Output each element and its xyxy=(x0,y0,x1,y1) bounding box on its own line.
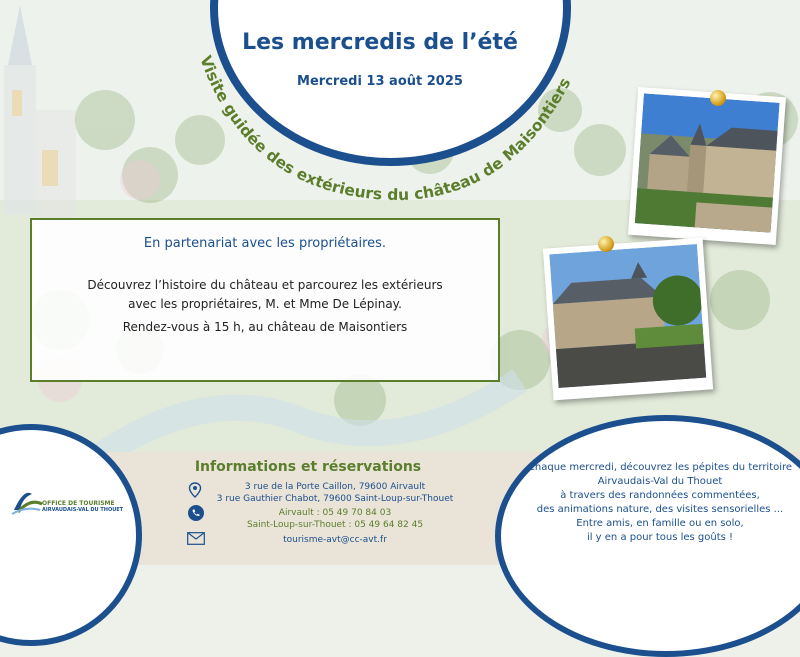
description-line-2: avec les propriétaires, M. et Mme De Lépinay. xyxy=(128,297,402,311)
meeting-text: Rendez-vous à 15 h, au château de Maisontiers xyxy=(122,320,408,334)
description-box xyxy=(30,218,500,382)
info-title: Informations et réservations xyxy=(194,459,422,475)
pin-icon xyxy=(710,90,726,106)
event-date: Mercredi 13 août 2025 xyxy=(297,74,463,89)
address-2: 3 rue Gauthier Chabot, 79600 Saint-Loup-sur-Thouet xyxy=(216,494,454,504)
castle-photo-2 xyxy=(543,238,713,401)
castle-photo-1 xyxy=(628,87,786,245)
logo-text xyxy=(42,500,123,513)
promo-text xyxy=(520,461,800,545)
logo-line-1: OFFICE DE TOURISME xyxy=(42,500,115,507)
promo-line-2: Airvaudais-Val du Thouet xyxy=(597,476,723,487)
location-pin-icon xyxy=(188,482,202,498)
svg-text:Visite guidée des extérieurs d xyxy=(196,53,574,204)
partner-text: En partenariat avec les propriétaires. xyxy=(143,236,387,251)
description-text xyxy=(72,276,458,314)
phone-saint-loup: Saint-Loup-sur-Thouet : 05 49 64 82 45 xyxy=(246,520,424,530)
address-1: 3 rue de la Porte Caillon, 79600 Airvault xyxy=(244,482,426,492)
page-title: Les mercredis de l’été xyxy=(242,30,518,55)
tourism-office-logo xyxy=(10,484,44,518)
description-line-1: Découvrez l’histoire du château et parcourez les extérieurs xyxy=(87,278,443,292)
promo-line-1: Chaque mercredi, découvrez les pépites du territoire xyxy=(527,462,793,473)
phone-icon xyxy=(188,505,204,521)
castle-photo-1-image xyxy=(635,93,780,232)
logo-line-2: AIRVAUDAIS-VAL DU THOUET xyxy=(42,507,124,513)
promo-line-6: il y en a pour tous les goûts ! xyxy=(586,532,734,543)
pin-icon xyxy=(598,236,614,252)
phone-airvault: Airvault : 05 49 70 84 03 xyxy=(278,508,392,518)
envelope-icon xyxy=(187,532,205,545)
promo-line-4: des animations nature, des visites sensorielles ... xyxy=(536,504,784,515)
castle-photo-2-image xyxy=(549,244,706,388)
promo-line-3: à travers des randonnées commentées, xyxy=(560,490,760,501)
subtitle-text: Visite guidée des extérieurs du château de Maisontiers xyxy=(196,53,575,205)
promo-line-5: Entre amis, en famille ou en solo, xyxy=(576,518,744,529)
email-link[interactable]: tourisme-avt@cc-avt.fr xyxy=(283,535,387,545)
